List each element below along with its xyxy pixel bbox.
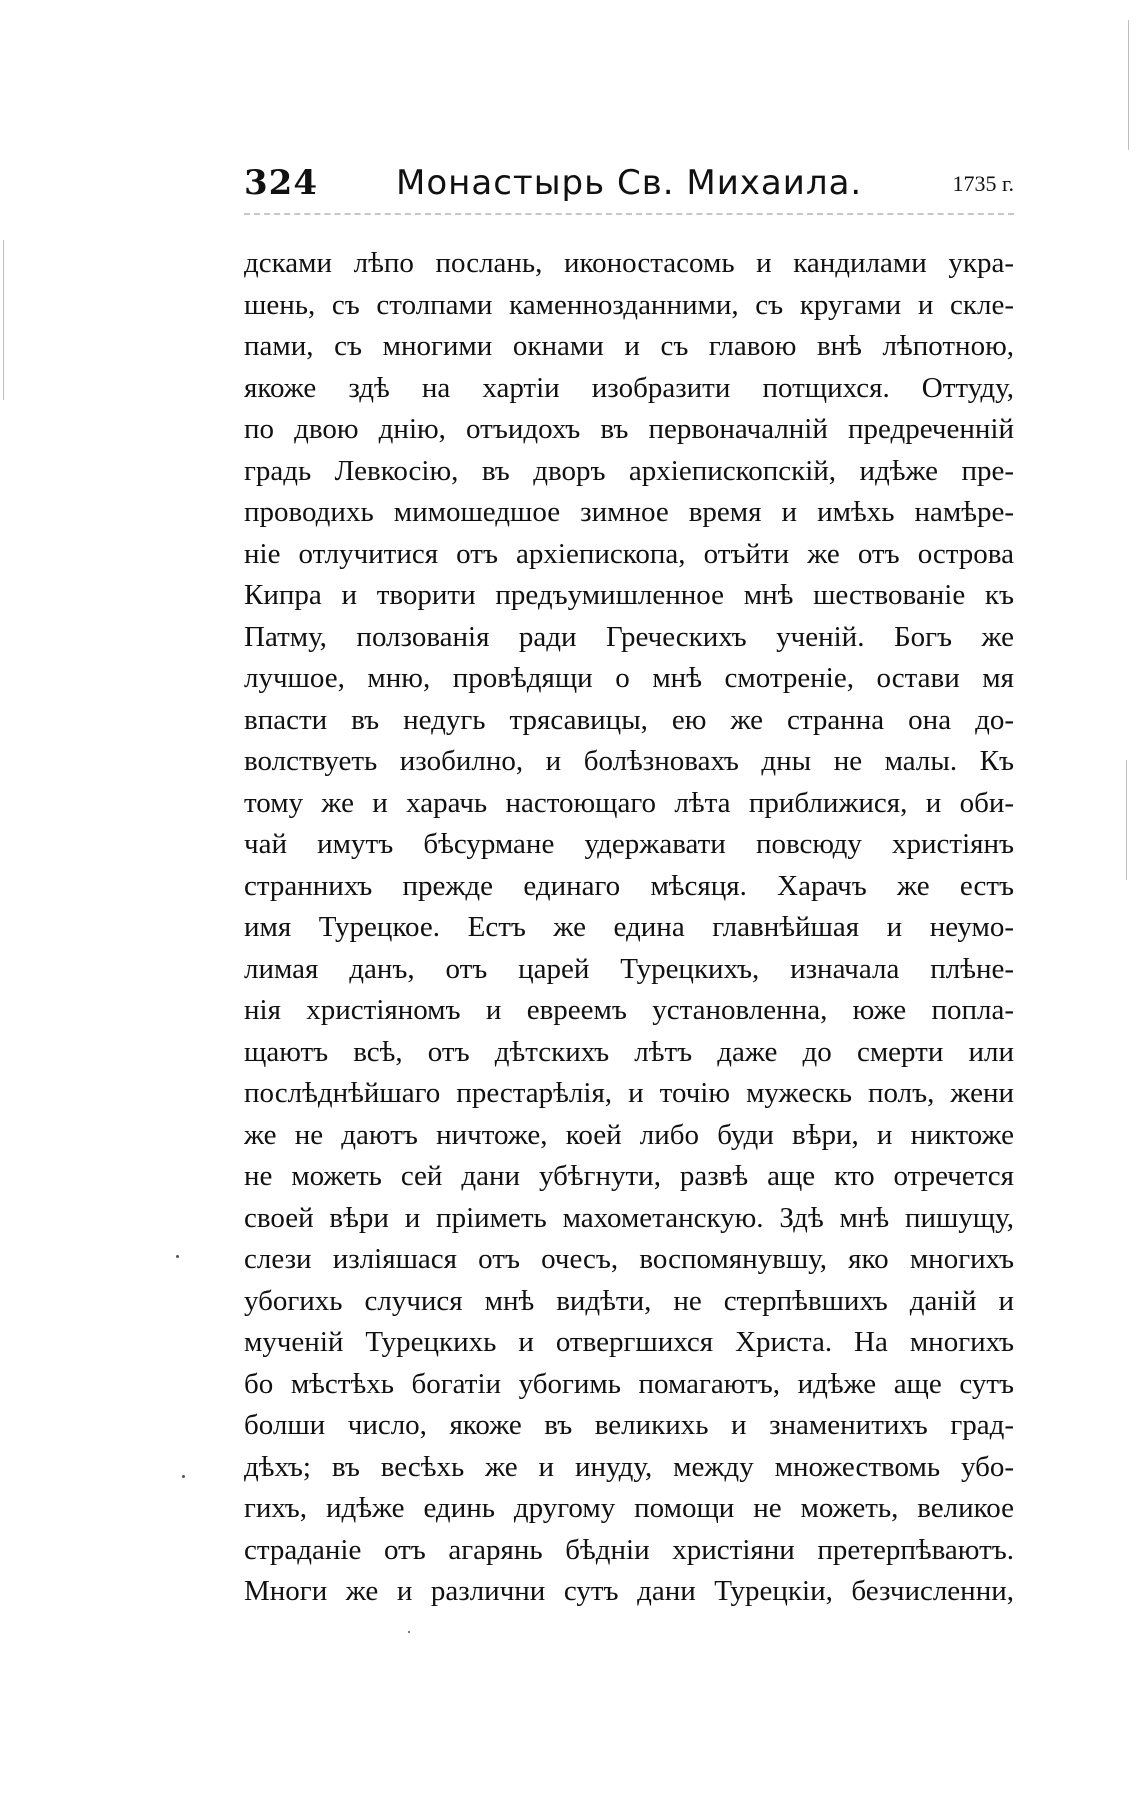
text-line: чай имутъ бѣсурмане удержавати повсюду христіянъ [244,828,1014,860]
text-line: слези изліяшася отъ очесъ, воспомянувшу, яко многихъ [244,1243,1014,1275]
header-rule [244,213,1014,215]
body-text [244,243,1014,1607]
text-line: лучшое, мню, провѣдящи о мнѣ смотреніе, остави мя [244,662,1014,694]
text-line: послѣднѣйшаго престарѣлія, и точію мужескь полъ, жени [244,1077,1014,1109]
text-line: щаютъ всѣ, отъ дѣтскихъ лѣтъ даже до смерти или [244,1035,1014,1068]
text-line: градь Левкосію, въ дворъ архіепископскій, идѣже пре- [244,454,1014,487]
text-line: лимая данъ, отъ царей Турецкихъ, изначала плѣне- [244,952,1014,985]
text-line: Многи же и различни сутъ дани Турецкіи, безчисленни, [244,1575,1014,1607]
text-line: проводихь мимошедшое зимное время и имѣхь намѣре- [244,496,1014,528]
scan-edge-mark [3,240,4,400]
text-line: мученій Турецкихь и отвергшихся Христа. На многихъ [244,1326,1014,1358]
text-line: же не даютъ ничтоже, коей либо буди вѣри, и никтоже [244,1118,1014,1151]
text-line: Патму, ползованія ради Греческихъ ученій. Богъ же [244,620,1014,653]
text-line: якоже здѣ на хартіи изобразити потщихся. Оттуду, [244,371,1014,404]
text-line: своей вѣри и пріиметь махометанскую. Здѣ мнѣ пишущу, [244,1201,1014,1234]
text-line: Кипра и творити предъумишленное мнѣ шествованіе къ [244,579,1014,611]
scan-speck [176,1255,179,1258]
scan-speck [408,1631,410,1633]
text-line: нія христіяномъ и евреемъ установленна, юже попла- [244,994,1014,1026]
text-line: бо мѣстѣхь богатіи убогимь помагаютъ, идѣже аще сутъ [244,1367,1014,1400]
text-line: пами, съ многими окнами и съ главою внѣ лѣпотною, [244,330,1014,362]
text-line: шень, съ столпами каменнозданними, съ кругами и скле- [244,288,1014,321]
scan-edge-mark [1126,760,1127,880]
text-line: дсками лѣпо послань, иконостасомь и кандилами укра- [244,247,1014,279]
text-line: гихъ, идѣже единь другому помощи не можеть, великое [244,1492,1014,1524]
text-line: впасти въ недугь трясавицы, ею же странна она до- [244,703,1014,736]
text-line: болши число, якоже въ великихь и знаменитихъ град- [244,1409,1014,1441]
text-line: убогихь случися мнѣ видѣти, не стерпѣвшихъ даній и [244,1284,1014,1317]
page-number: 324 [244,163,318,203]
text-line: страданіе отъ агарянь бѣдніи христіяни претерпѣваютъ. [244,1533,1014,1566]
year-label: 1735 г. [952,171,1014,196]
text-line: волствуеть изобилно, и болѣзновахъ дны не малы. Къ [244,745,1014,777]
scan-edge-mark [1128,20,1129,150]
text-line: имя Турецкое. Естъ же едина главнѣйшая и неумо- [244,911,1014,943]
scan-speck [182,1475,185,1478]
page-header [244,163,1014,211]
text-line: дѣхъ; въ весѣхь же и инуду, между множествомь убо- [244,1450,1014,1483]
text-line: страннихъ прежде единаго мѣсяця. Харачъ же естъ [244,869,1014,902]
text-line: ніе отлучитися отъ архіепископа, отъйти же отъ острова [244,537,1014,570]
text-line: не можеть сей дани убѣгнути, развѣ аще кто отречется [244,1160,1014,1192]
text-line: тому же и харачь настоющаго лѣта приближися, и оби- [244,786,1014,819]
running-title: Монастырь Св. Михаила. [396,163,863,203]
text-line: по двою днію, отъидохъ въ первоначалній предреченній [244,413,1014,445]
